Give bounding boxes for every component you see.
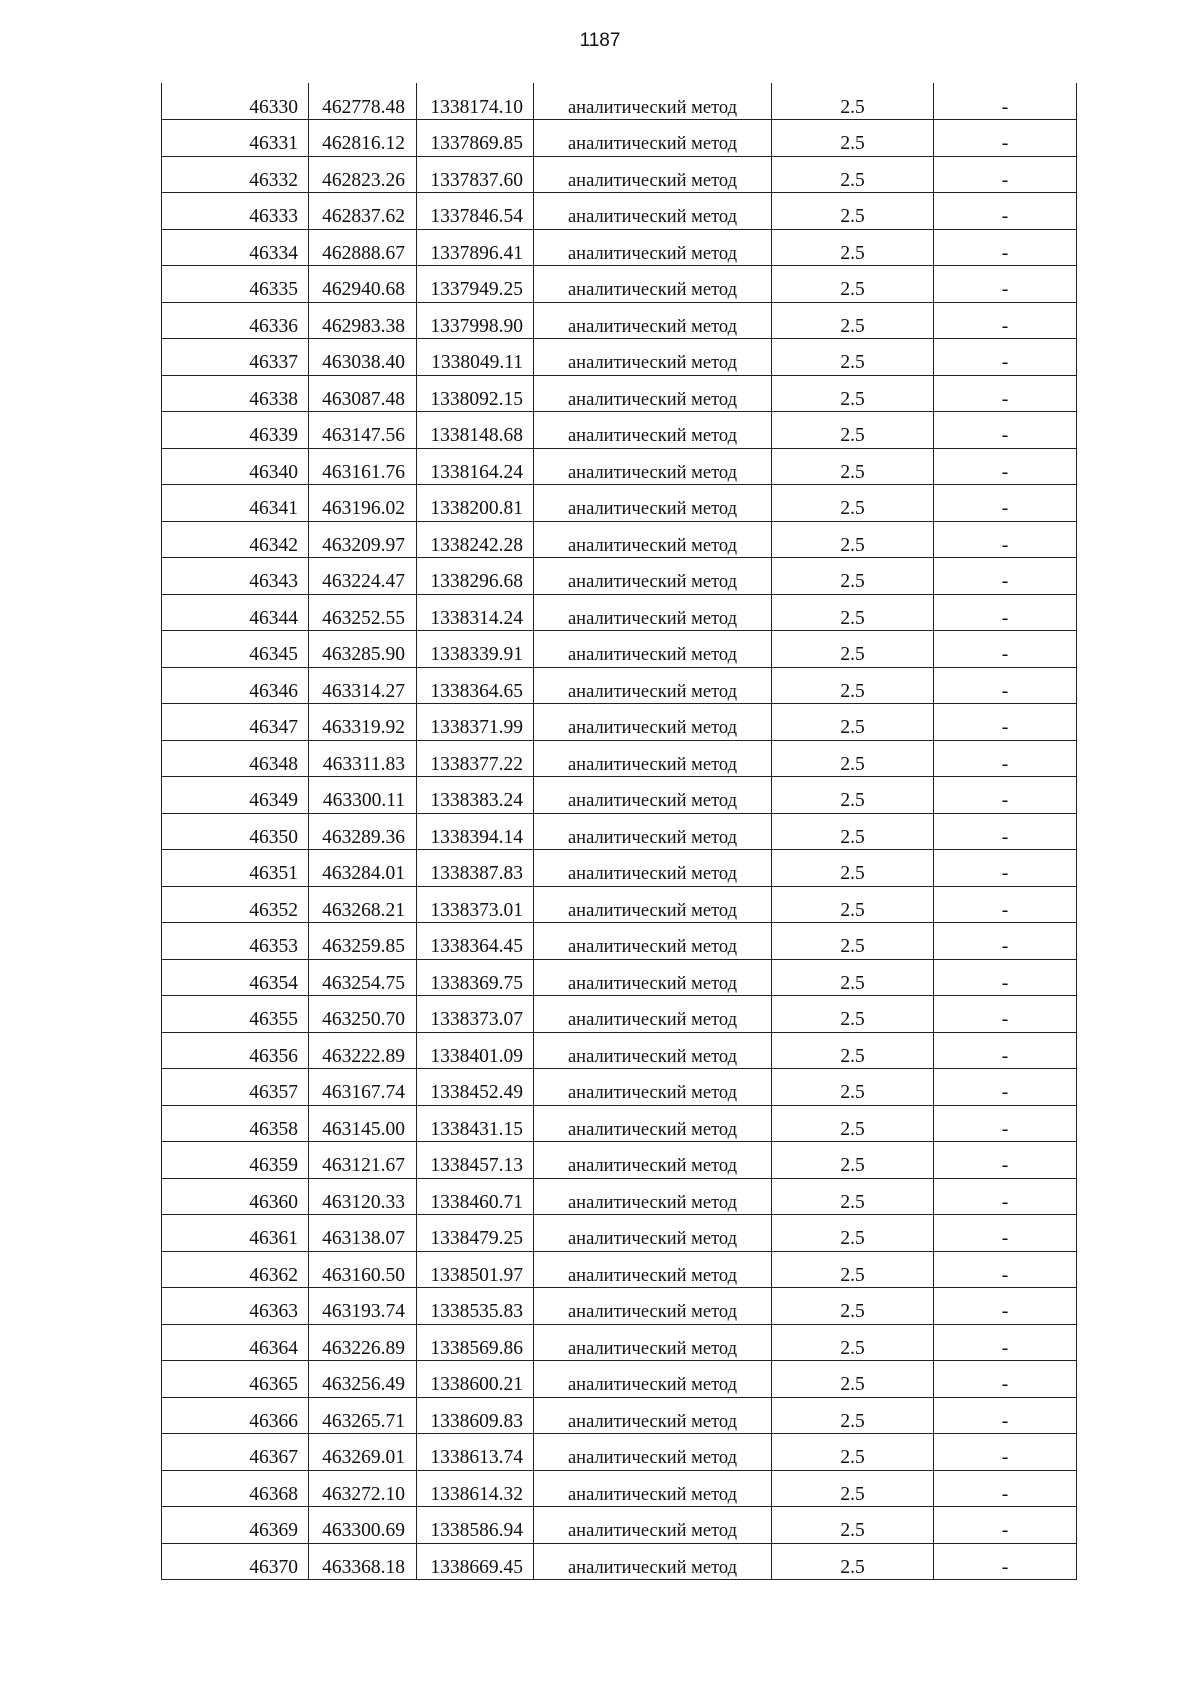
x-coordinate-cell: 463120.33 (309, 1178, 417, 1215)
accuracy-cell: 2.5 (772, 1032, 934, 1069)
x-coordinate-cell: 463319.92 (309, 704, 417, 741)
method-cell: аналитический метод (534, 521, 772, 558)
method-cell: аналитический метод (534, 1361, 772, 1398)
accuracy-cell: 2.5 (772, 156, 934, 193)
point-number-cell: 46363 (162, 1288, 309, 1325)
accuracy-cell: 2.5 (772, 1397, 934, 1434)
method-cell: аналитический метод (534, 1397, 772, 1434)
method-cell: аналитический метод (534, 193, 772, 230)
note-cell: - (934, 704, 1077, 741)
point-number-cell: 46347 (162, 704, 309, 741)
method-cell: аналитический метод (534, 594, 772, 631)
note-cell: - (934, 485, 1077, 522)
y-coordinate-cell: 1338669.45 (417, 1543, 534, 1580)
accuracy-cell: 2.5 (772, 485, 934, 522)
y-coordinate-cell: 1338613.74 (417, 1434, 534, 1471)
method-cell: аналитический метод (534, 1032, 772, 1069)
accuracy-cell: 2.5 (772, 813, 934, 850)
note-cell: - (934, 1105, 1077, 1142)
y-coordinate-cell: 1338501.97 (417, 1251, 534, 1288)
accuracy-cell: 2.5 (772, 229, 934, 266)
note-cell: - (934, 1361, 1077, 1398)
table-row (162, 777, 1077, 814)
table-row (162, 740, 1077, 777)
note-cell: - (934, 594, 1077, 631)
note-cell: - (934, 1288, 1077, 1325)
y-coordinate-cell: 1338586.94 (417, 1507, 534, 1544)
method-cell: аналитический метод (534, 1324, 772, 1361)
x-coordinate-cell: 463224.47 (309, 558, 417, 595)
note-cell: - (934, 886, 1077, 923)
accuracy-cell: 2.5 (772, 375, 934, 412)
note-cell: - (934, 1324, 1077, 1361)
table-row (162, 193, 1077, 230)
table-row (162, 813, 1077, 850)
accuracy-cell: 2.5 (772, 1215, 934, 1252)
y-coordinate-cell: 1338364.45 (417, 923, 534, 960)
y-coordinate-cell: 1338401.09 (417, 1032, 534, 1069)
note-cell: - (934, 302, 1077, 339)
table-row (162, 1397, 1077, 1434)
x-coordinate-cell: 462888.67 (309, 229, 417, 266)
note-cell: - (934, 959, 1077, 996)
point-number-cell: 46356 (162, 1032, 309, 1069)
method-cell: аналитический метод (534, 1470, 772, 1507)
x-coordinate-cell: 462837.62 (309, 193, 417, 230)
table-row (162, 1324, 1077, 1361)
x-coordinate-cell: 463289.36 (309, 813, 417, 850)
accuracy-cell: 2.5 (772, 1507, 934, 1544)
table-row (162, 302, 1077, 339)
method-cell: аналитический метод (534, 1178, 772, 1215)
point-number-cell: 46335 (162, 266, 309, 303)
note-cell: - (934, 813, 1077, 850)
x-coordinate-cell: 463147.56 (309, 412, 417, 449)
table-row (162, 959, 1077, 996)
accuracy-cell: 2.5 (772, 850, 934, 887)
table-row (162, 1105, 1077, 1142)
point-number-cell: 46370 (162, 1543, 309, 1580)
y-coordinate-cell: 1338460.71 (417, 1178, 534, 1215)
y-coordinate-cell: 1338383.24 (417, 777, 534, 814)
note-cell: - (934, 996, 1077, 1033)
table-row (162, 996, 1077, 1033)
x-coordinate-cell: 463138.07 (309, 1215, 417, 1252)
y-coordinate-cell: 1338049.11 (417, 339, 534, 376)
note-cell: - (934, 1434, 1077, 1471)
x-coordinate-cell: 463209.97 (309, 521, 417, 558)
point-number-cell: 46368 (162, 1470, 309, 1507)
table-row (162, 1178, 1077, 1215)
coordinates-table (161, 83, 1077, 1580)
x-coordinate-cell: 463368.18 (309, 1543, 417, 1580)
accuracy-cell: 2.5 (772, 1434, 934, 1471)
accuracy-cell: 2.5 (772, 412, 934, 449)
x-coordinate-cell: 463145.00 (309, 1105, 417, 1142)
note-cell: - (934, 83, 1077, 120)
x-coordinate-cell: 463087.48 (309, 375, 417, 412)
accuracy-cell: 2.5 (772, 1470, 934, 1507)
method-cell: аналитический метод (534, 1215, 772, 1252)
y-coordinate-cell: 1338609.83 (417, 1397, 534, 1434)
x-coordinate-cell: 463259.85 (309, 923, 417, 960)
table-row (162, 1251, 1077, 1288)
table-row (162, 886, 1077, 923)
accuracy-cell: 2.5 (772, 266, 934, 303)
x-coordinate-cell: 463252.55 (309, 594, 417, 631)
note-cell: - (934, 120, 1077, 157)
method-cell: аналитический метод (534, 996, 772, 1033)
method-cell: аналитический метод (534, 886, 772, 923)
x-coordinate-cell: 462823.26 (309, 156, 417, 193)
accuracy-cell: 2.5 (772, 1543, 934, 1580)
x-coordinate-cell: 462940.68 (309, 266, 417, 303)
note-cell: - (934, 667, 1077, 704)
y-coordinate-cell: 1338394.14 (417, 813, 534, 850)
point-number-cell: 46365 (162, 1361, 309, 1398)
note-cell: - (934, 375, 1077, 412)
accuracy-cell: 2.5 (772, 1069, 934, 1106)
method-cell: аналитический метод (534, 813, 772, 850)
y-coordinate-cell: 1338431.15 (417, 1105, 534, 1142)
point-number-cell: 46330 (162, 83, 309, 120)
y-coordinate-cell: 1338242.28 (417, 521, 534, 558)
accuracy-cell: 2.5 (772, 558, 934, 595)
table-row (162, 1069, 1077, 1106)
point-number-cell: 46354 (162, 959, 309, 996)
accuracy-cell: 2.5 (772, 704, 934, 741)
y-coordinate-cell: 1337869.85 (417, 120, 534, 157)
accuracy-cell: 2.5 (772, 1105, 934, 1142)
y-coordinate-cell: 1338479.25 (417, 1215, 534, 1252)
method-cell: аналитический метод (534, 485, 772, 522)
point-number-cell: 46352 (162, 886, 309, 923)
y-coordinate-cell: 1338092.15 (417, 375, 534, 412)
x-coordinate-cell: 463196.02 (309, 485, 417, 522)
x-coordinate-cell: 463285.90 (309, 631, 417, 668)
point-number-cell: 46362 (162, 1251, 309, 1288)
method-cell: аналитический метод (534, 302, 772, 339)
method-cell: аналитический метод (534, 631, 772, 668)
x-coordinate-cell: 463160.50 (309, 1251, 417, 1288)
table-row (162, 1361, 1077, 1398)
table-row (162, 558, 1077, 595)
point-number-cell: 46359 (162, 1142, 309, 1179)
x-coordinate-cell: 463268.21 (309, 886, 417, 923)
y-coordinate-cell: 1337949.25 (417, 266, 534, 303)
y-coordinate-cell: 1338296.68 (417, 558, 534, 595)
table-row (162, 850, 1077, 887)
accuracy-cell: 2.5 (772, 302, 934, 339)
table-row (162, 266, 1077, 303)
note-cell: - (934, 412, 1077, 449)
table-row (162, 448, 1077, 485)
method-cell: аналитический метод (534, 959, 772, 996)
x-coordinate-cell: 463265.71 (309, 1397, 417, 1434)
x-coordinate-cell: 462778.48 (309, 83, 417, 120)
method-cell: аналитический метод (534, 229, 772, 266)
x-coordinate-cell: 463272.10 (309, 1470, 417, 1507)
y-coordinate-cell: 1337846.54 (417, 193, 534, 230)
point-number-cell: 46340 (162, 448, 309, 485)
note-cell: - (934, 156, 1077, 193)
point-number-cell: 46343 (162, 558, 309, 595)
point-number-cell: 46358 (162, 1105, 309, 1142)
y-coordinate-cell: 1338373.01 (417, 886, 534, 923)
point-number-cell: 46355 (162, 996, 309, 1033)
note-cell: - (934, 1142, 1077, 1179)
method-cell: аналитический метод (534, 266, 772, 303)
accuracy-cell: 2.5 (772, 777, 934, 814)
table-row (162, 120, 1077, 157)
accuracy-cell: 2.5 (772, 339, 934, 376)
note-cell: - (934, 558, 1077, 595)
point-number-cell: 46353 (162, 923, 309, 960)
method-cell: аналитический метод (534, 1105, 772, 1142)
x-coordinate-cell: 463284.01 (309, 850, 417, 887)
note-cell: - (934, 850, 1077, 887)
x-coordinate-cell: 463193.74 (309, 1288, 417, 1325)
y-coordinate-cell: 1338164.24 (417, 448, 534, 485)
method-cell: аналитический метод (534, 1507, 772, 1544)
x-coordinate-cell: 463254.75 (309, 959, 417, 996)
note-cell: - (934, 1543, 1077, 1580)
point-number-cell: 46364 (162, 1324, 309, 1361)
method-cell: аналитический метод (534, 923, 772, 960)
y-coordinate-cell: 1338373.07 (417, 996, 534, 1033)
table-row (162, 485, 1077, 522)
accuracy-cell: 2.5 (772, 1142, 934, 1179)
method-cell: аналитический метод (534, 83, 772, 120)
method-cell: аналитический метод (534, 1069, 772, 1106)
point-number-cell: 46367 (162, 1434, 309, 1471)
table-row (162, 375, 1077, 412)
x-coordinate-cell: 463300.69 (309, 1507, 417, 1544)
x-coordinate-cell: 463256.49 (309, 1361, 417, 1398)
table-row (162, 1470, 1077, 1507)
note-cell: - (934, 1470, 1077, 1507)
note-cell: - (934, 1178, 1077, 1215)
table-row (162, 1543, 1077, 1580)
note-cell: - (934, 923, 1077, 960)
table-row (162, 83, 1077, 120)
method-cell: аналитический метод (534, 667, 772, 704)
table-row (162, 704, 1077, 741)
y-coordinate-cell: 1338364.65 (417, 667, 534, 704)
point-number-cell: 46351 (162, 850, 309, 887)
accuracy-cell: 2.5 (772, 193, 934, 230)
accuracy-cell: 2.5 (772, 886, 934, 923)
point-number-cell: 46332 (162, 156, 309, 193)
table-row (162, 1434, 1077, 1471)
point-number-cell: 46344 (162, 594, 309, 631)
note-cell: - (934, 740, 1077, 777)
point-number-cell: 46357 (162, 1069, 309, 1106)
x-coordinate-cell: 462816.12 (309, 120, 417, 157)
note-cell: - (934, 339, 1077, 376)
note-cell: - (934, 1215, 1077, 1252)
table-row (162, 667, 1077, 704)
point-number-cell: 46333 (162, 193, 309, 230)
x-coordinate-cell: 463269.01 (309, 1434, 417, 1471)
y-coordinate-cell: 1338371.99 (417, 704, 534, 741)
accuracy-cell: 2.5 (772, 83, 934, 120)
note-cell: - (934, 266, 1077, 303)
method-cell: аналитический метод (534, 1543, 772, 1580)
accuracy-cell: 2.5 (772, 1324, 934, 1361)
note-cell: - (934, 521, 1077, 558)
table-row (162, 156, 1077, 193)
x-coordinate-cell: 463250.70 (309, 996, 417, 1033)
method-cell: аналитический метод (534, 704, 772, 741)
table-row (162, 1032, 1077, 1069)
y-coordinate-cell: 1338614.32 (417, 1470, 534, 1507)
point-number-cell: 46341 (162, 485, 309, 522)
y-coordinate-cell: 1337998.90 (417, 302, 534, 339)
x-coordinate-cell: 462983.38 (309, 302, 417, 339)
accuracy-cell: 2.5 (772, 959, 934, 996)
method-cell: аналитический метод (534, 558, 772, 595)
table-row (162, 923, 1077, 960)
y-coordinate-cell: 1338569.86 (417, 1324, 534, 1361)
y-coordinate-cell: 1338314.24 (417, 594, 534, 631)
accuracy-cell: 2.5 (772, 1361, 934, 1398)
accuracy-cell: 2.5 (772, 923, 934, 960)
accuracy-cell: 2.5 (772, 120, 934, 157)
y-coordinate-cell: 1337896.41 (417, 229, 534, 266)
accuracy-cell: 2.5 (772, 448, 934, 485)
accuracy-cell: 2.5 (772, 996, 934, 1033)
table-row (162, 1215, 1077, 1252)
point-number-cell: 46361 (162, 1215, 309, 1252)
method-cell: аналитический метод (534, 1251, 772, 1288)
x-coordinate-cell: 463314.27 (309, 667, 417, 704)
y-coordinate-cell: 1338339.91 (417, 631, 534, 668)
accuracy-cell: 2.5 (772, 1251, 934, 1288)
y-coordinate-cell: 1338452.49 (417, 1069, 534, 1106)
point-number-cell: 46346 (162, 667, 309, 704)
accuracy-cell: 2.5 (772, 740, 934, 777)
note-cell: - (934, 193, 1077, 230)
note-cell: - (934, 1069, 1077, 1106)
table-row (162, 631, 1077, 668)
accuracy-cell: 2.5 (772, 1288, 934, 1325)
y-coordinate-cell: 1338457.13 (417, 1142, 534, 1179)
x-coordinate-cell: 463167.74 (309, 1069, 417, 1106)
x-coordinate-cell: 463222.89 (309, 1032, 417, 1069)
note-cell: - (934, 1397, 1077, 1434)
point-number-cell: 46337 (162, 339, 309, 376)
table-row (162, 412, 1077, 449)
table-row (162, 229, 1077, 266)
note-cell: - (934, 1507, 1077, 1544)
point-number-cell: 46360 (162, 1178, 309, 1215)
y-coordinate-cell: 1338600.21 (417, 1361, 534, 1398)
method-cell: аналитический метод (534, 740, 772, 777)
x-coordinate-cell: 463300.11 (309, 777, 417, 814)
point-number-cell: 46342 (162, 521, 309, 558)
note-cell: - (934, 631, 1077, 668)
x-coordinate-cell: 463038.40 (309, 339, 417, 376)
table-row (162, 339, 1077, 376)
method-cell: аналитический метод (534, 1288, 772, 1325)
method-cell: аналитический метод (534, 339, 772, 376)
point-number-cell: 46334 (162, 229, 309, 266)
method-cell: аналитический метод (534, 1434, 772, 1471)
y-coordinate-cell: 1338377.22 (417, 740, 534, 777)
page-number: 1187 (579, 30, 621, 51)
note-cell: - (934, 448, 1077, 485)
point-number-cell: 46369 (162, 1507, 309, 1544)
point-number-cell: 46345 (162, 631, 309, 668)
point-number-cell: 46331 (162, 120, 309, 157)
method-cell: аналитический метод (534, 120, 772, 157)
y-coordinate-cell: 1337837.60 (417, 156, 534, 193)
point-number-cell: 46339 (162, 412, 309, 449)
note-cell: - (934, 229, 1077, 266)
x-coordinate-cell: 463311.83 (309, 740, 417, 777)
table-row (162, 1288, 1077, 1325)
y-coordinate-cell: 1338387.83 (417, 850, 534, 887)
x-coordinate-cell: 463121.67 (309, 1142, 417, 1179)
note-cell: - (934, 1032, 1077, 1069)
table-row (162, 521, 1077, 558)
note-cell: - (934, 777, 1077, 814)
method-cell: аналитический метод (534, 156, 772, 193)
method-cell: аналитический метод (534, 375, 772, 412)
accuracy-cell: 2.5 (772, 521, 934, 558)
accuracy-cell: 2.5 (772, 631, 934, 668)
point-number-cell: 46350 (162, 813, 309, 850)
method-cell: аналитический метод (534, 777, 772, 814)
method-cell: аналитический метод (534, 412, 772, 449)
method-cell: аналитический метод (534, 448, 772, 485)
accuracy-cell: 2.5 (772, 594, 934, 631)
point-number-cell: 46349 (162, 777, 309, 814)
method-cell: аналитический метод (534, 850, 772, 887)
y-coordinate-cell: 1338174.10 (417, 83, 534, 120)
point-number-cell: 46348 (162, 740, 309, 777)
y-coordinate-cell: 1338535.83 (417, 1288, 534, 1325)
accuracy-cell: 2.5 (772, 1178, 934, 1215)
point-number-cell: 46338 (162, 375, 309, 412)
x-coordinate-cell: 463226.89 (309, 1324, 417, 1361)
y-coordinate-cell: 1338369.75 (417, 959, 534, 996)
y-coordinate-cell: 1338148.68 (417, 412, 534, 449)
x-coordinate-cell: 463161.76 (309, 448, 417, 485)
point-number-cell: 46336 (162, 302, 309, 339)
note-cell: - (934, 1251, 1077, 1288)
table-row (162, 1142, 1077, 1179)
point-number-cell: 46366 (162, 1397, 309, 1434)
coordinates-table-body (162, 83, 1077, 1580)
method-cell: аналитический метод (534, 1142, 772, 1179)
table-row (162, 1507, 1077, 1544)
accuracy-cell: 2.5 (772, 667, 934, 704)
table-row (162, 594, 1077, 631)
y-coordinate-cell: 1338200.81 (417, 485, 534, 522)
